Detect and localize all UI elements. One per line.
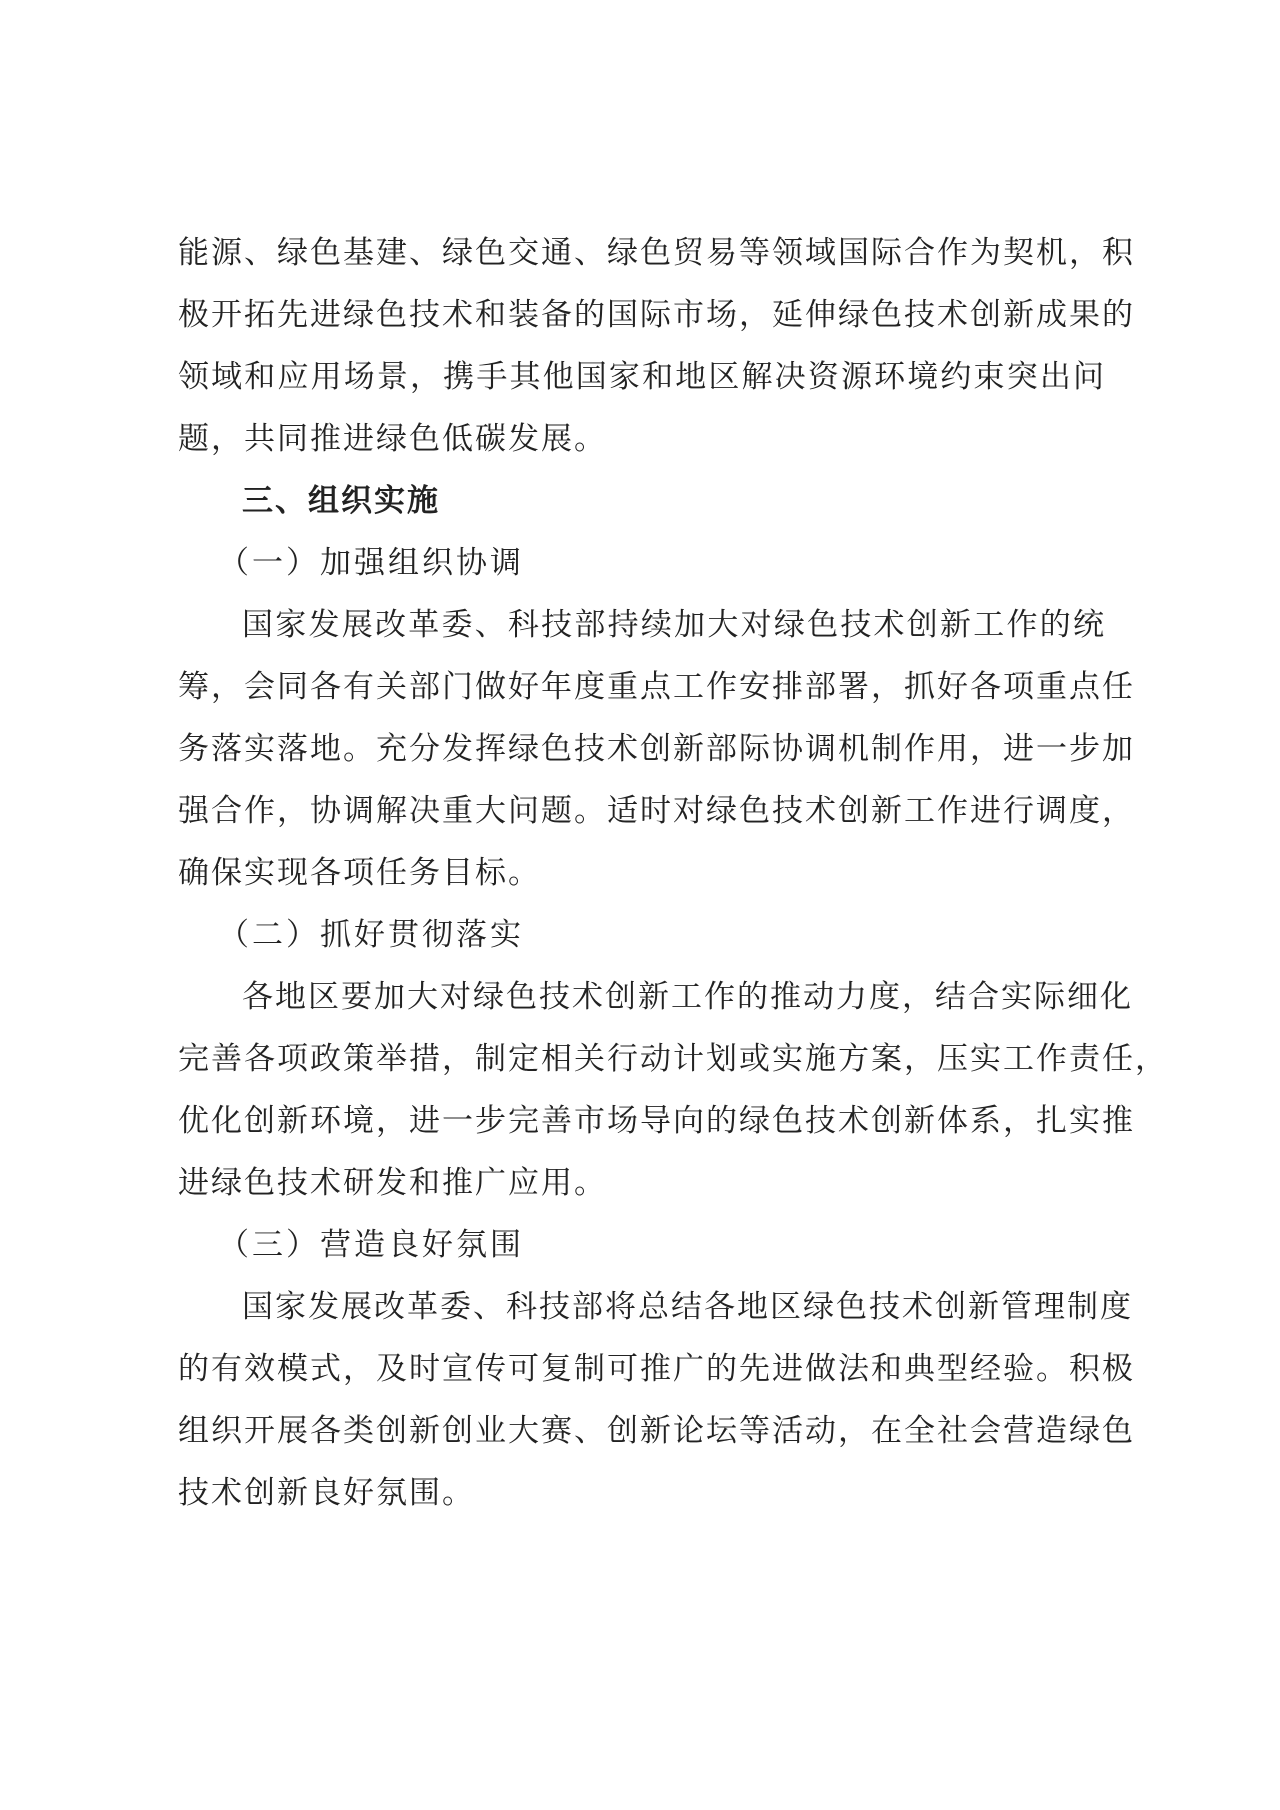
- text-line: 强合作，协调解决重大问题。适时对绿色技术创新工作进行调度，: [178, 793, 1135, 829]
- subsection-2: [178, 904, 1168, 1214]
- text-line: 优化创新环境，进一步完善市场导向的绿色技术创新体系，扎实推: [178, 1103, 1135, 1139]
- text-line: 国家发展改革委、科技部持续加大对绿色技术创新工作的统: [242, 607, 1106, 643]
- paragraph-intro: [178, 222, 1135, 470]
- text-line: 完善各项政策举措，制定相关行动计划或实施方案，压实工作责任，: [178, 1041, 1168, 1077]
- subsection-title: （二）抓好贯彻落实: [218, 917, 524, 953]
- subsection-1: [178, 532, 1135, 904]
- text-line: 极开拓先进绿色技术和装备的国际市场，延伸绿色技术创新成果的: [178, 297, 1135, 333]
- text-line: 务落实落地。充分发挥绿色技术创新部际协调机制作用，进一步加: [178, 731, 1135, 767]
- subsection-3: [178, 1214, 1135, 1524]
- text-line: 各地区要加大对绿色技术创新工作的推动力度，结合实际细化: [242, 979, 1133, 1015]
- text-line: 筹，会同各有关部门做好年度重点工作安排部署，抓好各项重点任: [178, 669, 1135, 705]
- document-body: [178, 222, 1168, 1524]
- text-line: 确保实现各项任务目标。: [178, 855, 541, 891]
- text-line: 组织开展各类创新创业大赛、创新论坛等活动，在全社会营造绿色: [178, 1413, 1135, 1449]
- text-line: 题，共同推进绿色低碳发展。: [178, 421, 607, 457]
- text-line: 领域和应用场景，携手其他国家和地区解决资源环境约束突出问: [178, 359, 1106, 395]
- text-line: 进绿色技术研发和推广应用。: [178, 1165, 607, 1201]
- text-line: 能源、绿色基建、绿色交通、绿色贸易等领域国际合作为契机，积: [178, 235, 1135, 271]
- text-line: 的有效模式，及时宣传可复制可推广的先进做法和典型经验。积极: [178, 1351, 1135, 1387]
- subsection-title: （三）营造良好氛围: [218, 1227, 524, 1263]
- subsection-title: （一）加强组织协调: [218, 545, 524, 581]
- text-line: 技术创新良好氛围。: [178, 1475, 475, 1511]
- section-title: 三、组织实施: [242, 483, 440, 519]
- text-line: 国家发展改革委、科技部将总结各地区绿色技术创新管理制度: [242, 1289, 1133, 1325]
